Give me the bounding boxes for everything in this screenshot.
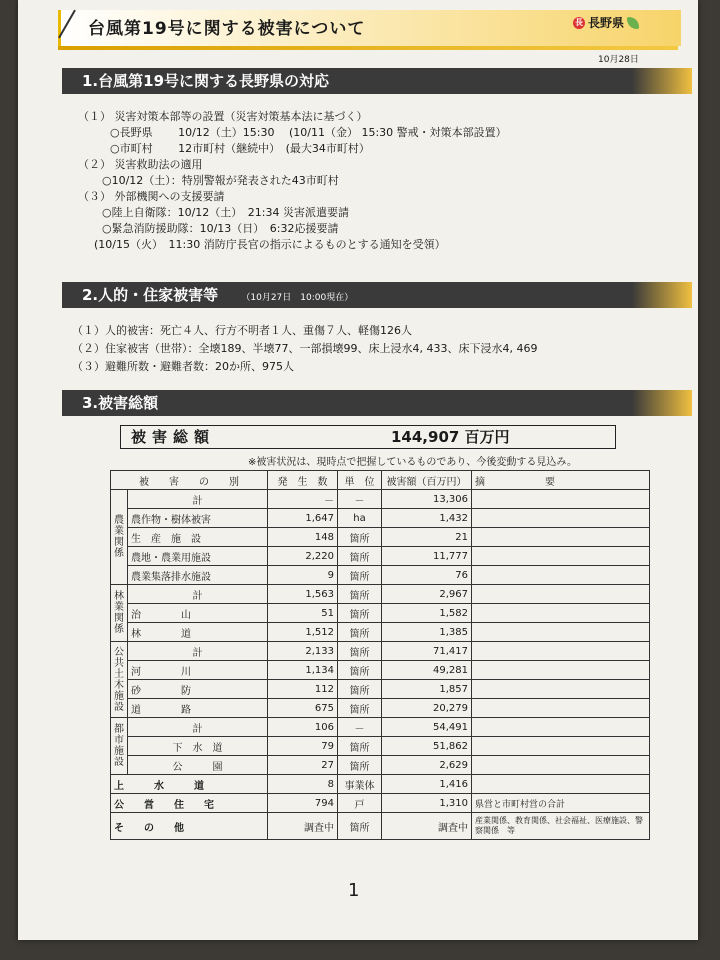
row-remark: 県営と市町村営の合計 — [472, 794, 650, 813]
row-remark — [472, 585, 650, 604]
date: 10月28日 — [598, 55, 639, 65]
total-damage-box — [120, 425, 616, 449]
row-name: 農地・農業用施設 — [128, 547, 268, 566]
group-city: 都市施設 — [111, 718, 128, 775]
row-name: 下 水 道 — [128, 737, 268, 756]
table-row — [111, 661, 650, 680]
row-count: 112 — [268, 680, 338, 699]
row-amount: 2,629 — [382, 756, 472, 775]
row-name: 生 産 施 設 — [128, 528, 268, 547]
header-amount: 被害額（百万円） — [382, 471, 472, 490]
row-count: 1,647 — [268, 509, 338, 528]
row-unit: 箇所 — [338, 699, 382, 718]
table-row — [111, 680, 650, 699]
row-remark: 産業関係、教育関係、社会福祉、医療施設、警察関係 等 — [472, 813, 650, 840]
group-civil: 公共土木施設 — [111, 642, 128, 718]
table-row — [111, 490, 650, 509]
row-amount: 1,582 — [382, 604, 472, 623]
header-remark: 摘 要 — [472, 471, 650, 490]
table-row — [111, 566, 650, 585]
s2-line-3: （３）避難所数・避難者数：20か所、975人 — [72, 360, 294, 373]
s2-line-2: （２）住家被害（世帯）：全壊189、半壊77、一部損壊99、床上浸水4, 433、床下浸水4, 469 — [72, 342, 538, 355]
row-amount: 11,777 — [382, 547, 472, 566]
row-count: 2,220 — [268, 547, 338, 566]
group-agri: 農業関係 — [111, 490, 128, 585]
row-remark — [472, 756, 650, 775]
row-amount: 1,432 — [382, 509, 472, 528]
row-remark — [472, 604, 650, 623]
row-unit: 箇所 — [338, 737, 382, 756]
section-2-timestamp: （10月27日 10:00現在） — [241, 293, 354, 303]
total-label: 被害総額 — [131, 428, 216, 446]
row-name: 農作物・樹体被害 — [128, 509, 268, 528]
s1-line-8: ○緊急消防援助隊：10/13（日） 6:32応援要請 — [102, 222, 339, 235]
row-unit: 戸 — [338, 794, 382, 813]
section-3-heading — [62, 390, 692, 416]
row-amount: 54,491 — [382, 718, 472, 737]
table-row — [111, 623, 650, 642]
row-amount: 13,306 — [382, 490, 472, 509]
row-count: － — [268, 490, 338, 509]
row-name: 計 — [128, 718, 268, 737]
row-amount: 2,967 — [382, 585, 472, 604]
row-amount: 調査中 — [382, 813, 472, 840]
row-count: 2,133 — [268, 642, 338, 661]
section-edge — [632, 68, 692, 94]
row-unit: － — [338, 490, 382, 509]
row-amount: 49,281 — [382, 661, 472, 680]
row-unit: 箇所 — [338, 756, 382, 775]
logo-mark-icon: 長 — [575, 18, 583, 27]
table-row — [111, 718, 650, 737]
table-row — [111, 528, 650, 547]
row-name: 上 水 道 — [111, 775, 268, 794]
s1-line-5: ○10/12（土）：特別警報が発表された43市町村 — [102, 174, 339, 187]
table-row — [111, 585, 650, 604]
row-count: 9 — [268, 566, 338, 585]
table-row — [111, 604, 650, 623]
row-remark — [472, 737, 650, 756]
table-row — [111, 509, 650, 528]
row-unit: 箇所 — [338, 566, 382, 585]
row-amount: 51,862 — [382, 737, 472, 756]
row-name: そ の 他 — [111, 813, 268, 840]
row-unit: 箇所 — [338, 813, 382, 840]
title-underline — [58, 46, 678, 50]
header-unit: 単 位 — [338, 471, 382, 490]
row-amount: 76 — [382, 566, 472, 585]
row-name: 砂 防 — [128, 680, 268, 699]
row-unit: 箇所 — [338, 680, 382, 699]
row-remark — [472, 642, 650, 661]
row-unit: 箇所 — [338, 547, 382, 566]
table-row — [111, 794, 650, 813]
s1-line-2: ○長野県 10/12（土）15:30 (10/11（金） 15:30 警戒・対策本部設置） — [110, 126, 507, 139]
row-amount: 71,417 — [382, 642, 472, 661]
group-forest: 林業関係 — [111, 585, 128, 642]
s1-line-7: ○陸上自衛隊：10/12（土） 21:34 災害派遣要請 — [102, 206, 349, 219]
row-count: 106 — [268, 718, 338, 737]
row-unit: － — [338, 718, 382, 737]
row-count: 1,512 — [268, 623, 338, 642]
section-1-heading — [62, 68, 692, 94]
table-row — [111, 699, 650, 718]
section-edge — [632, 282, 692, 308]
row-name: 計 — [128, 642, 268, 661]
section-3-title: 3.被害総額 — [82, 394, 159, 412]
row-unit: 箇所 — [338, 604, 382, 623]
row-name: 林 道 — [128, 623, 268, 642]
section-2-heading — [62, 282, 692, 308]
row-name: 農業集落排水施設 — [128, 566, 268, 585]
row-count: 675 — [268, 699, 338, 718]
header-cat: 被 害 の 別 — [111, 471, 268, 490]
row-remark — [472, 775, 650, 794]
total-value: 144,907 百万円 — [391, 428, 510, 446]
row-count: 79 — [268, 737, 338, 756]
table-row — [111, 737, 650, 756]
row-count: 1,134 — [268, 661, 338, 680]
row-count: 148 — [268, 528, 338, 547]
row-count: 調査中 — [268, 813, 338, 840]
row-name: 公 園 — [128, 756, 268, 775]
leaf-icon — [627, 17, 639, 29]
row-amount: 1,416 — [382, 775, 472, 794]
table-row — [111, 756, 650, 775]
header-count: 発 生 数 — [268, 471, 338, 490]
row-unit: ha — [338, 509, 382, 528]
row-count: 8 — [268, 775, 338, 794]
row-unit: 箇所 — [338, 661, 382, 680]
row-remark — [472, 680, 650, 699]
row-amount: 1,385 — [382, 623, 472, 642]
row-remark — [472, 490, 650, 509]
damage-note: ※被害状況は、現時点で把握しているものであり、今後変動する見込み。 — [248, 457, 577, 468]
row-amount: 20,279 — [382, 699, 472, 718]
s1-line-6: （３） 外部機関への支援要請 — [78, 190, 225, 203]
row-name: 計 — [128, 490, 268, 509]
document-page — [18, 0, 698, 940]
row-amount: 1,310 — [382, 794, 472, 813]
section-1-title: 1.台風第19号に関する長野県の対応 — [82, 72, 330, 90]
row-unit: 箇所 — [338, 623, 382, 642]
logo-text: 長野県 — [588, 16, 625, 30]
row-remark — [472, 547, 650, 566]
row-count: 1,563 — [268, 585, 338, 604]
table-row — [111, 547, 650, 566]
table-row — [111, 775, 650, 794]
prefecture-logo — [573, 14, 639, 31]
row-name: 河 川 — [128, 661, 268, 680]
page-title: 台風第19号に関する被害について — [88, 19, 366, 39]
row-unit: 事業体 — [338, 775, 382, 794]
row-remark — [472, 528, 650, 547]
row-name: 治 山 — [128, 604, 268, 623]
table-header-row — [111, 471, 650, 490]
row-amount: 1,857 — [382, 680, 472, 699]
section-edge — [632, 390, 692, 416]
row-name: 道 路 — [128, 699, 268, 718]
table-row — [111, 642, 650, 661]
row-count: 27 — [268, 756, 338, 775]
section-2-title: 2.人的・住家被害等 — [82, 286, 219, 304]
s2-line-1: （１）人的被害：死亡４人、行方不明者１人、重傷７人、軽傷126人 — [72, 324, 412, 337]
row-name: 計 — [128, 585, 268, 604]
row-remark — [472, 661, 650, 680]
row-unit: 箇所 — [338, 528, 382, 547]
row-name: 公 営 住 宅 — [111, 794, 268, 813]
s1-line-3: ○市町村 12市町村（継続中） (最大34市町村） — [110, 142, 370, 155]
row-count: 794 — [268, 794, 338, 813]
page-number: 1 — [348, 880, 360, 901]
row-remark — [472, 699, 650, 718]
row-unit: 箇所 — [338, 642, 382, 661]
s1-line-1: （１） 災害対策本部等の設置（災害対策基本法に基づく） — [78, 110, 368, 123]
row-remark — [472, 566, 650, 585]
row-count: 51 — [268, 604, 338, 623]
row-remark — [472, 509, 650, 528]
damage-table — [110, 470, 650, 840]
row-remark — [472, 623, 650, 642]
row-amount: 21 — [382, 528, 472, 547]
table-row — [111, 813, 650, 840]
s1-line-9: (10/15（火） 11:30 消防庁長官の指示によるものとする通知を受領） — [94, 238, 446, 251]
row-unit: 箇所 — [338, 585, 382, 604]
row-remark — [472, 718, 650, 737]
s1-line-4: （２） 災害救助法の適用 — [78, 158, 203, 171]
